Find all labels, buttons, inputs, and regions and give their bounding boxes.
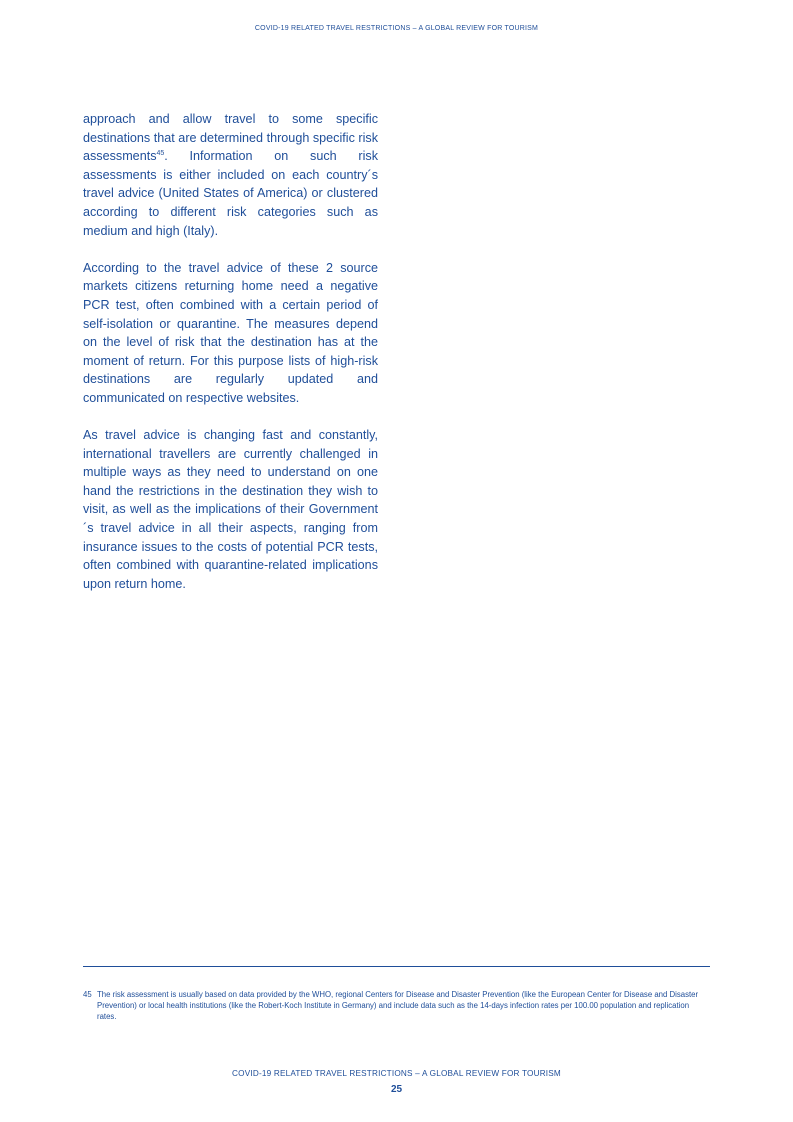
footnote-divider [83, 966, 710, 967]
body-paragraph [83, 110, 378, 240]
footnote-reference[interactable]: 45 [156, 150, 165, 158]
paragraph-text: approach and allow travel to some specific destinations that are determined through specific risk assessments [83, 112, 378, 164]
footnote-number: 45 [83, 990, 92, 999]
body-paragraph: As travel advice is changing fast and constantly, international travellers are currently challenged in multiple ways as they need to understand on one hand the restrictions in the destination they wish to visit, as well as the implications of their Government´s travel advice in all their aspects, ranging from insurance issues to the costs of potential PCR tests, often combined with quarantine-related implications upon return home. [83, 428, 378, 591]
paragraph-text: . Information on such risk assessments is either included on each country´s travel advice (United States of America) or clustered according to different risk categories such as medium and high (Italy). [83, 149, 378, 238]
body-paragraph: According to the travel advice of these 2 source markets citizens returning home need a negative PCR test, often combined with a certain period of self-isolation or quarantine. The measures depend on the level of risk that the destination has at the moment of return. For this purpose lists of high-risk destinations are regularly updated and communicated on respective websites. [83, 260, 378, 405]
running-header: COVID-19 RELATED TRAVEL RESTRICTIONS – A GLOBAL REVIEW FOR TOURISM [254, 25, 539, 32]
body-text-column [83, 110, 378, 612]
page-footer [0, 1069, 793, 1095]
footnote [83, 990, 710, 1022]
footnote-text: The risk assessment is usually based on data provided by the WHO, regional Centers for Disease and Disaster Prevention (like the European Center for Disease and Disaster Prevention) or local health institutions (like the Robert-Koch Institute in Germany) and include data such as the 14-days infection rates per 100.00 population and replication rates. [97, 990, 699, 1021]
footer-title: COVID-19 RELATED TRAVEL RESTRICTIONS – A GLOBAL REVIEW FOR TOURISM [232, 1069, 561, 1078]
page-number: 25 [390, 1084, 403, 1095]
